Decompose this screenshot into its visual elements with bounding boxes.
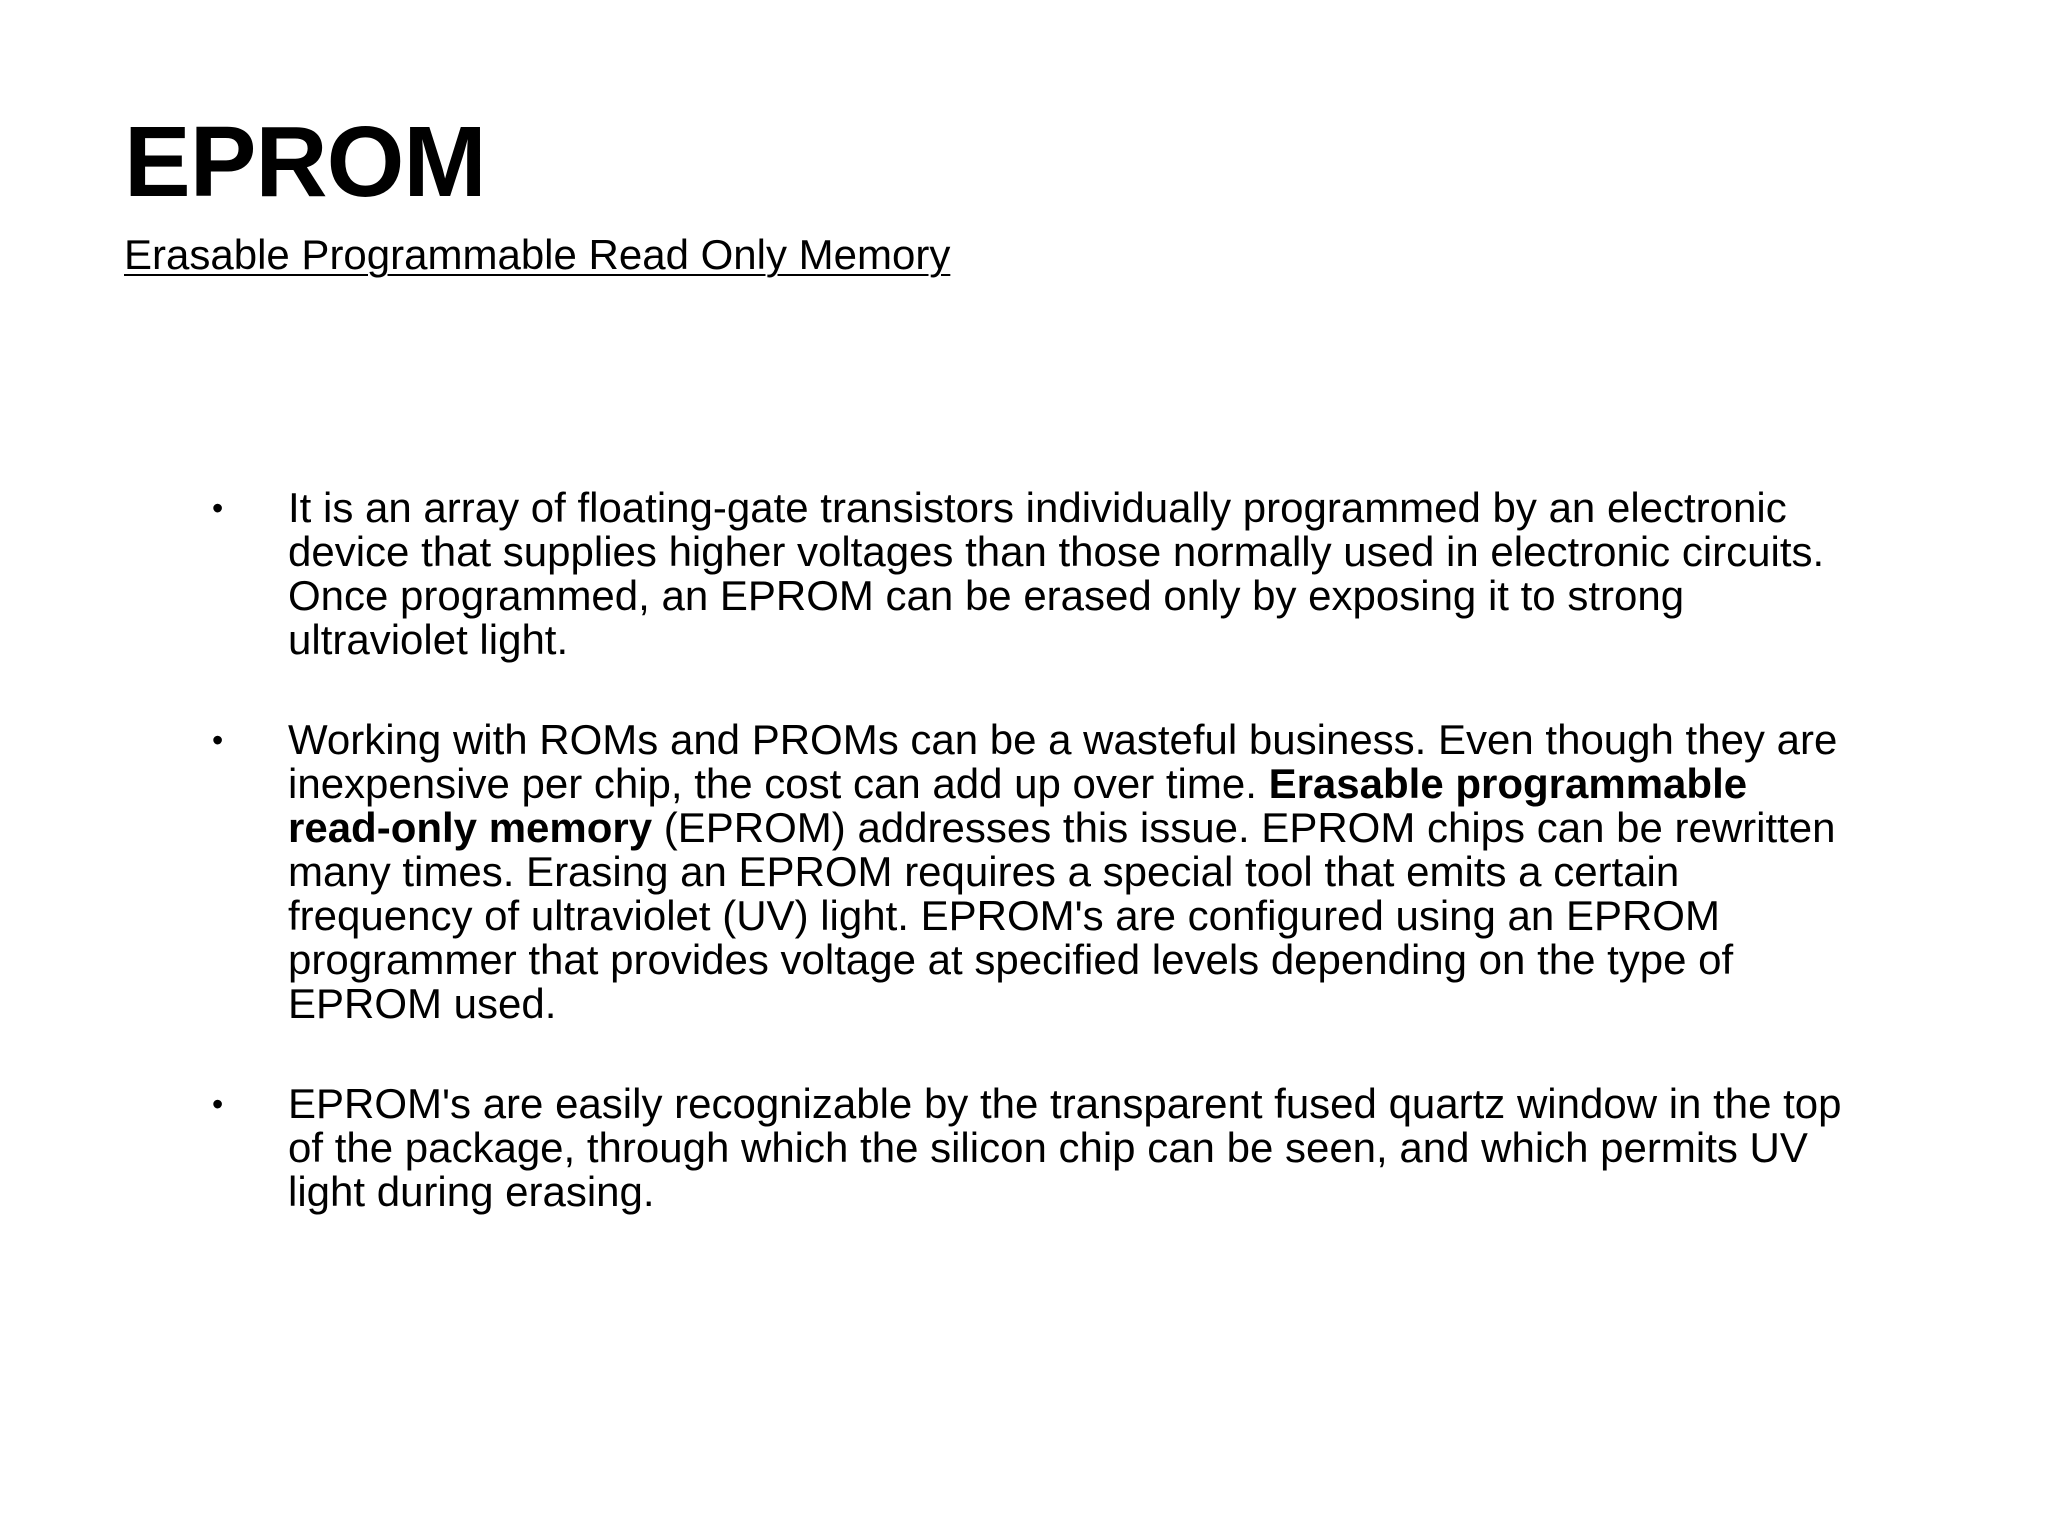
- bullet-dot-icon: •: [212, 722, 224, 758]
- bullet-text: [288, 716, 1837, 1027]
- bullet-text: EPROM's are easily recognizable by the transparent fused quartz window in the top of the package, through which the silicon chip can be seen, and which permits UV light during erasing.: [288, 1080, 1842, 1215]
- slide-title: EPROM: [124, 106, 486, 218]
- bullet-text-bold-term: Erasable programmable read-only memory: [288, 760, 1748, 851]
- bullet-dot-icon: •: [212, 1086, 224, 1122]
- bullet-item: [0, 1082, 2048, 1214]
- bullet-text-before: Working with ROMs and PROMs can be a wasteful business. Even though they are inexpensive per chip, the cost can add up over time.: [288, 716, 1838, 807]
- bullet-dot-icon: •: [212, 490, 224, 526]
- bullet-item: [0, 486, 2048, 662]
- bullet-text-after: (EPROM) addresses this issue. EPROM chips can be rewritten many times. Erasing an EPROM requires a special tool that emits a certain frequency of ultraviolet (UV) light. EPROM's are configured using an EPROM programmer that provides voltage at specified levels depending on the type of EPROM used.: [288, 804, 1836, 1027]
- bullet-item: [0, 718, 2048, 1026]
- bullet-text: It is an array of floating-gate transistors individually programmed by an electronic device that supplies higher voltages than those normally used in electronic circuits. Once programmed, an EPROM can be erased only by exposing it to strong ultraviolet light.: [288, 484, 1825, 663]
- slide-subtitle: Erasable Programmable Read Only Memory: [124, 231, 951, 278]
- bullet-list: [0, 486, 2048, 1270]
